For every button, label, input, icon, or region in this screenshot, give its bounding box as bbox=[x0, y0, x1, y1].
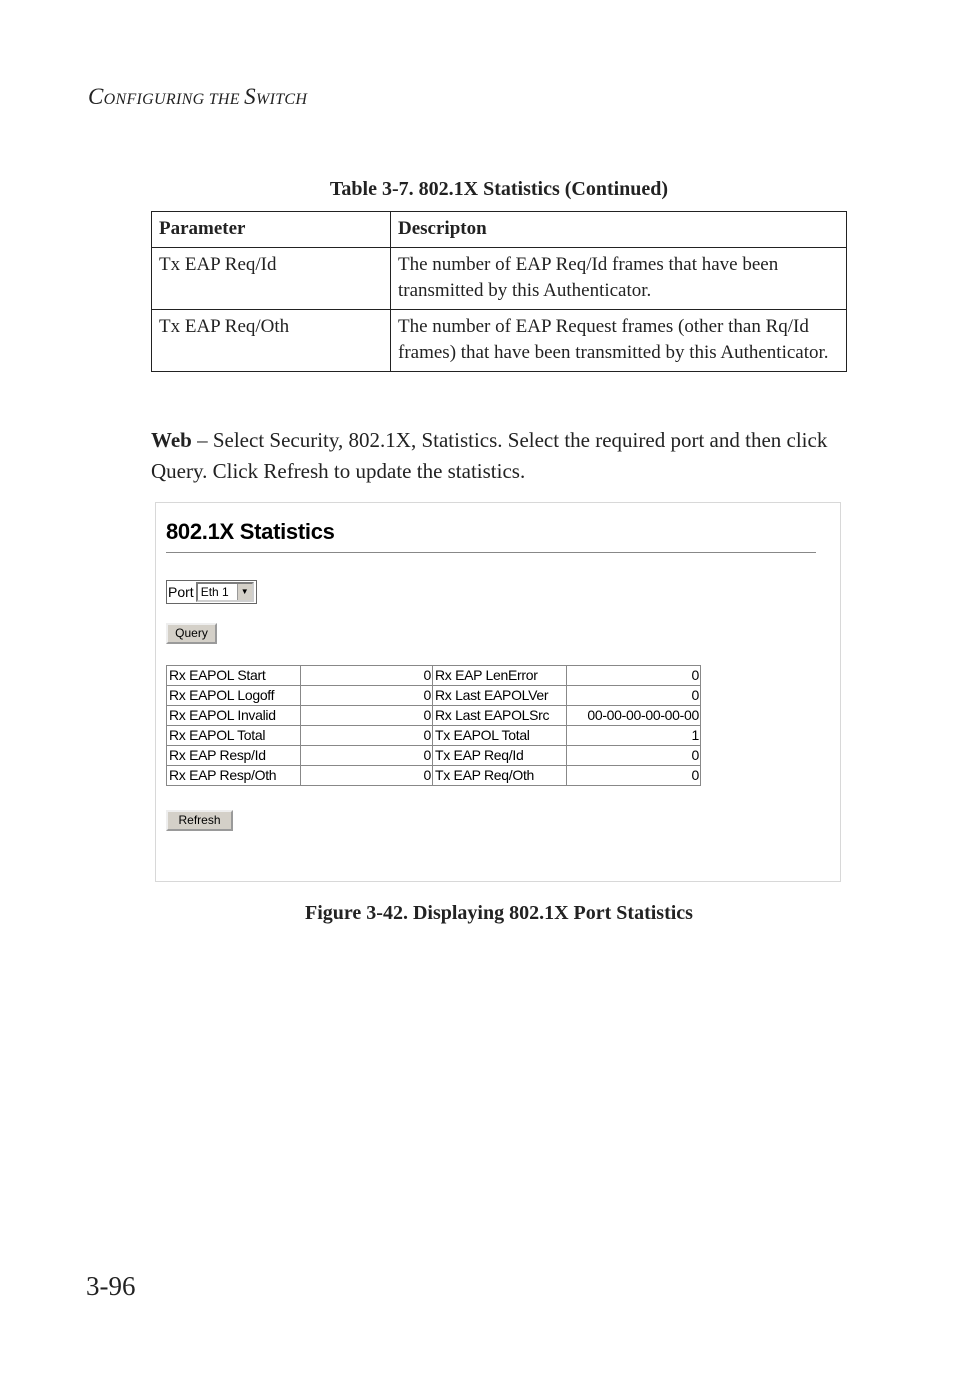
page-number: 3-96 bbox=[86, 1271, 136, 1301]
table-row bbox=[152, 310, 847, 372]
web-lead: Web bbox=[151, 428, 192, 452]
stat-label: Tx EAP Req/Id bbox=[433, 746, 567, 766]
stat-label: Rx EAP LenError bbox=[433, 666, 567, 686]
stat-value: 0 bbox=[567, 746, 701, 766]
parameter-table bbox=[151, 211, 847, 372]
description-cell: The number of EAP Request frames (other than Rq/Id frames) that have been transmitted by this Authenticator. bbox=[391, 310, 847, 372]
web-instructions bbox=[151, 425, 851, 487]
table-row bbox=[167, 706, 701, 726]
stat-label: Rx EAPOL Start bbox=[167, 666, 301, 686]
description-cell: The number of EAP Req/Id frames that have been transmitted by this Authenticator. bbox=[391, 248, 847, 310]
port-selector bbox=[166, 580, 257, 604]
stat-label: Tx EAP Req/Oth bbox=[433, 766, 567, 786]
stat-label: Rx EAPOL Logoff bbox=[167, 686, 301, 706]
table-header-row bbox=[152, 212, 847, 248]
table-row bbox=[167, 686, 701, 706]
stat-value: 0 bbox=[301, 766, 433, 786]
table-row bbox=[167, 726, 701, 746]
stat-label: Rx EAP Resp/Id bbox=[167, 746, 301, 766]
port-value: Eth 1 bbox=[200, 585, 229, 599]
parameter-cell: Tx EAP Req/Id bbox=[152, 248, 391, 310]
table-row bbox=[167, 766, 701, 786]
running-header: CONFIGURING THE SWITCH bbox=[88, 84, 308, 109]
stat-label: Rx EAPOL Invalid bbox=[167, 706, 301, 726]
stat-value: 0 bbox=[301, 706, 433, 726]
port-dropdown[interactable] bbox=[196, 582, 254, 602]
stat-value: 00-00-00-00-00-00 bbox=[567, 706, 701, 726]
stat-value: 0 bbox=[567, 686, 701, 706]
figure-caption: Figure 3-42. Displaying 802.1X Port Statistics bbox=[305, 902, 693, 924]
table-caption: Table 3-7. 802.1X Statistics (Continued) bbox=[329, 178, 669, 200]
stat-label: Rx Last EAPOLSrc bbox=[433, 706, 567, 726]
stat-value: 0 bbox=[567, 666, 701, 686]
stat-label: Rx EAP Resp/Oth bbox=[167, 766, 301, 786]
stat-label: Rx Last EAPOLVer bbox=[433, 686, 567, 706]
stat-value: 0 bbox=[301, 726, 433, 746]
table-row bbox=[167, 746, 701, 766]
stat-value: 0 bbox=[301, 666, 433, 686]
title-divider bbox=[166, 552, 816, 553]
stat-value: 0 bbox=[567, 766, 701, 786]
port-label: Port bbox=[168, 584, 194, 600]
column-header-parameter: Parameter bbox=[152, 212, 391, 248]
parameter-cell: Tx EAP Req/Oth bbox=[152, 310, 391, 372]
stat-label: Tx EAPOL Total bbox=[433, 726, 567, 746]
table-row bbox=[167, 666, 701, 686]
column-header-description: Descripton bbox=[391, 212, 847, 248]
table-row bbox=[152, 248, 847, 310]
screenshot-title: 802.1X Statistics bbox=[166, 519, 335, 544]
stat-value: 0 bbox=[301, 686, 433, 706]
stat-label: Rx EAPOL Total bbox=[167, 726, 301, 746]
query-button[interactable]: Query bbox=[166, 623, 217, 644]
statistics-screenshot bbox=[155, 502, 841, 882]
chevron-down-icon[interactable]: ▼ bbox=[237, 584, 252, 600]
stat-value: 0 bbox=[301, 746, 433, 766]
stat-value: 1 bbox=[567, 726, 701, 746]
refresh-button[interactable]: Refresh bbox=[166, 810, 233, 831]
statistics-table bbox=[166, 665, 701, 786]
web-text: – Select Security, 802.1X, Statistics. Select the required port and then click Query. Click Refresh to update the statistics. bbox=[151, 428, 828, 483]
